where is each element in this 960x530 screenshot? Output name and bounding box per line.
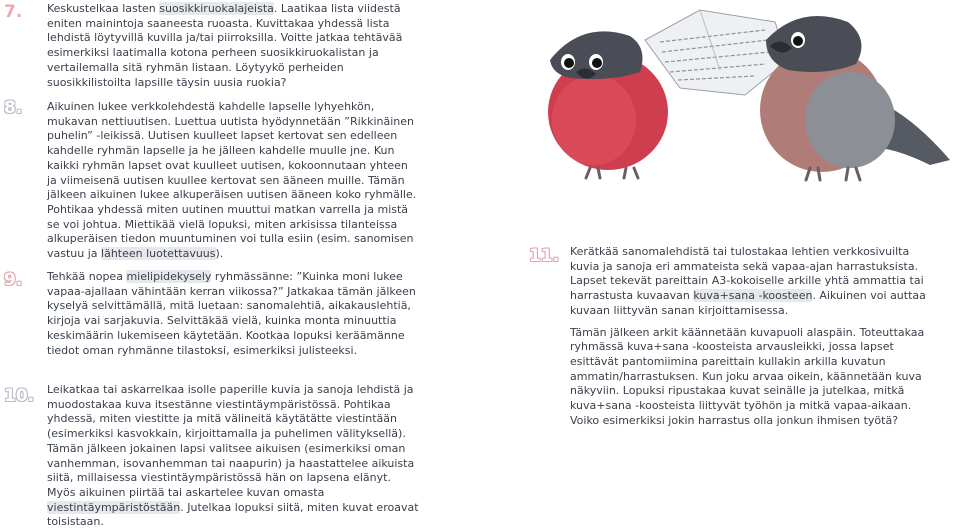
section-9-text: [47, 270, 421, 358]
highlight-kuva-sana-koosteen: kuva+sana -koosteen: [693, 289, 813, 303]
section-number-8: 8.: [4, 98, 23, 118]
grey-bullfinch-icon: [760, 16, 950, 180]
section-11-paragraph-1: [570, 245, 942, 319]
section-9-text-start: Tehkää nopea: [47, 270, 127, 283]
highlight-viestintaymparistostaan: viestintäympäristöstään: [47, 500, 181, 514]
highlight-suosikkiruokalajeista: suosikkiruokalajeista: [159, 2, 274, 15]
section-10-text-start: Leikatkaa tai askarrelkaa isolle paperille kuvia ja sanoja lehdistä ja muodostakaa kuva itsestänne viestintäympäristössä. Pohtikaa yhdessä, miten viestitte ja mitä välineitä käytätätte viestintään (esimerkiksi kasvokkain, kirjoittamalla ja puhelimen välityksellä). Tämän jälkeen jokainen lapsi valitsee aikuisen (esimerkiksi oman vanhemman, isovanhemman tai naapurin) ja haastattelee aikuista siitä, millaisessa viestintäympäristössä hän on lapsena elänyt. Myös aikuinen piirtää tai askartelee kuvan omasta: [47, 383, 415, 499]
section-11-p1-end: . Aikuinen voi auttaa kuvaan liittyvän sanan kirjoittamisessa.: [570, 289, 926, 317]
section-11-paragraph-2: Tämän jälkeen arkit käännetään kuvapuoli alaspäin. Toteuttakaa ryhmässä kuva+sana -koosteista arvausleikki, jossa lapset esittävät pantomiimina pareittain kullakin arkilla kuvatun ammatin/harrastuksen. Kun joku arvaa oikein, käännetään kuva näkyviin. Lopuksi ripustakaa kuvat seinälle ja jutelkaa, mitkä kuva+sana -koosteista liittyvät työhön ja mitkä vapaa-aikaan. Voiko esimerkiksi jokin harrastus olla jonkun ihmisen työtä?: [570, 325, 925, 427]
section-10-text-end: . Jutelkaa lopuksi siitä, miten kuvat eroavat toisistaan.: [47, 500, 419, 529]
highlight-lahteen-luotettavuus: lähteen luotettavuus: [101, 247, 216, 261]
red-bullfinch-icon: [548, 31, 668, 178]
section-9-text-end: ryhmässänne: ”Kuinka moni lukee vapaa-ajallaan vähintään kerran viikossa?” Jatkakaa tämän jälkeen kyselyä selvittämällä, mitä luetaan: sanomalehtiä, aikakauslehtiä, kirjoja vai sarjakuvia. Selvittäkää vielä, kuinka monta minuuttia keskimäärin lukemiseen käytetään. Kootkaa lopuksi keräämänne tiedot oman ryhmänne tilastoksi, esimerkiksi julisteeksi.: [47, 270, 416, 357]
section-number-11: 11.: [529, 246, 560, 266]
section-10-text: [47, 383, 421, 530]
section-8-text: [47, 100, 421, 262]
section-number-9: 9.: [4, 270, 23, 290]
section-11-text: [570, 245, 942, 428]
section-8-text-start: Aikuinen lukee verkkolehdestä kahdelle lapselle lyhyehkön, mukavan nettiuutisen. Luettua uutista hyödynnetään ”Rikkinäinen puhelin” -leikissä. Uutisen kuulleet lapset kertovat sen edelleen kahdelle ryhmän lapselle ja he jälleen kahdelle muulle jne. Kun kaikki ryhmän lapset ovat kuulleet uutisen, kokoonnutaan yhteen ja viimeisenä uutisen kuullee kertovat sen ääneen muille. Tämän jälkeen aikuinen lukee alkuperäisen uutisen ääneen koko ryhmälle. Pohtikaa yhdessä miten uutinen muuttui matkan varrella ja mistä se voi johtua. Miettikää vielä lopuksi, miten arkisissa tilanteissa alkuperäisen tiedon muuntuminen voi tulla esiin (esim. sanomisen vastuu ja: [47, 100, 417, 261]
two-bullfinches-with-newspaper-illustration: [530, 0, 960, 190]
section-7-text-end: . Laatikaa lista viidestä eniten mainintoja saaneesta ruoasta. Kuvittakaa yhdessä lista lehdistä löytyvillä kuvilla ja/tai piirroksilla. Voitte jatkaa tehtävää esimerkiksi laatimalla kotona perheen suosikkiruokalistan ja vertailemalla sitä ryhmän listaan. Löytyykö perheiden suosikkilistoilta lapsille täysin uusia ruokia?: [47, 2, 403, 89]
section-8-text-end: ).: [215, 247, 224, 261]
newspaper-icon: [645, 10, 788, 95]
section-7-text: [47, 2, 421, 90]
section-11-p1-start: Kerätkää sanomalehdistä tai tulostakaa lehtien verkkosivuilta kuvia ja sanoja eri ammateista sekä vapaa-ajan harrastuksista. Lapset tekevät pareittain A3-kokoiselle arkille yhtä ammattia tai harrastusta kuvaavan: [570, 245, 924, 303]
highlight-mielipidekysely: mielipidekysely: [126, 270, 212, 283]
section-7-text-start: Keskustelkaa lasten: [47, 2, 160, 15]
section-number-7: 7.: [4, 2, 23, 22]
section-number-10: 10.: [4, 386, 35, 406]
